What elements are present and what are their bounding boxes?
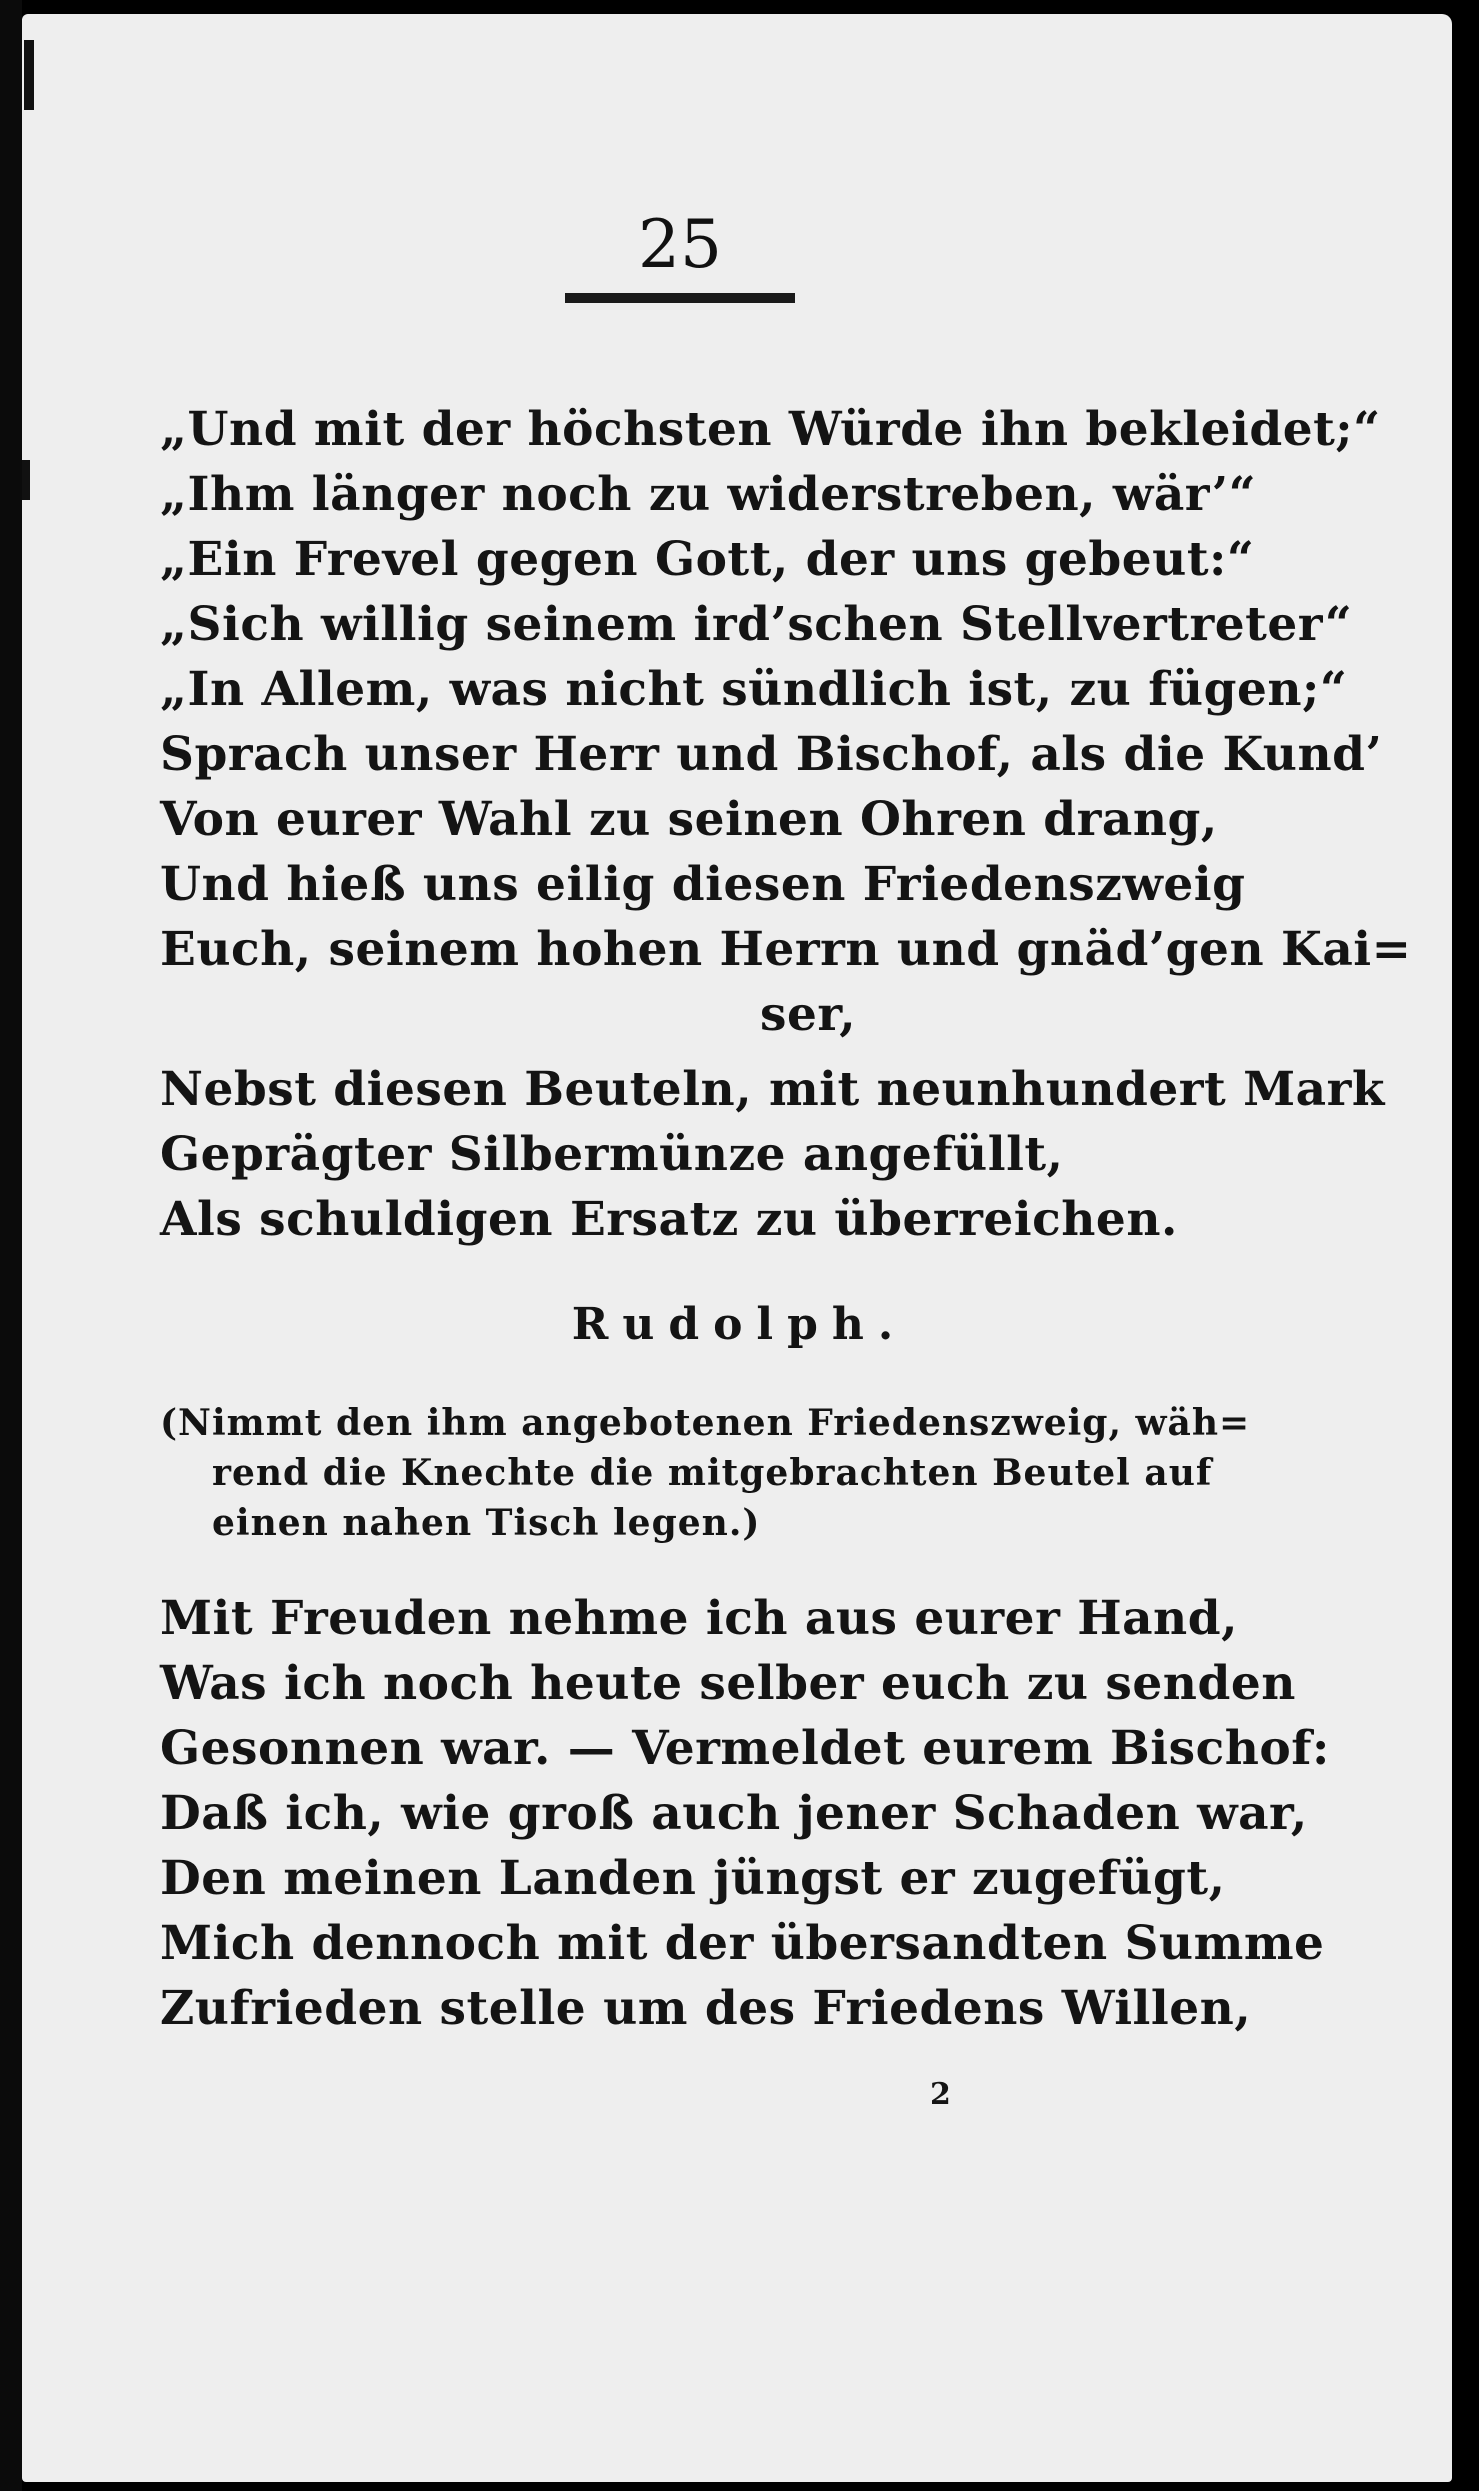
verse-line: „Und mit der höchsten Würde ihn bekleidet;“ <box>160 402 1381 457</box>
verse-line: „Sich willig seinem ird’schen Stellvertreter“ <box>160 597 1353 652</box>
page-number: 25 <box>638 206 722 283</box>
verse-line: „Ein Frevel gegen Gott, der uns gebeut:“ <box>160 532 1255 587</box>
verse-line: Mich dennoch mit der übersandten Summe <box>160 1916 1325 1971</box>
verse-line: Und hieß uns eilig diesen Friedenszweig <box>160 857 1246 912</box>
signature-mark: 2 <box>930 2077 951 2112</box>
header-rule <box>565 293 795 303</box>
verse-line: Von eurer Wahl zu seinen Ohren drang, <box>160 792 1218 847</box>
edge-mark <box>22 460 30 500</box>
stage-direction-line: einen nahen Tisch legen.) <box>212 1502 761 1544</box>
verse-line: Als schuldigen Ersatz zu überreichen. <box>160 1192 1178 1247</box>
verse-line: Geprägter Silbermünze angefüllt, <box>160 1127 1064 1182</box>
verse-line: Sprach unser Herr und Bischof, als die Kund’ <box>160 727 1383 782</box>
verse-line: Euch, seinem hohen Herrn und gnäd’gen Kai= <box>160 922 1412 977</box>
verse-line: Daß ich, wie groß auch jener Schaden war, <box>160 1786 1308 1841</box>
verse-line: „In Allem, was nicht sündlich ist, zu fügen;“ <box>160 662 1348 717</box>
verse-line: Nebst diesen Beuteln, mit neunhundert Mark <box>160 1062 1385 1117</box>
binding-edge <box>0 0 22 2491</box>
verse-line: Mit Freuden nehme ich aus eurer Hand, <box>160 1591 1238 1646</box>
stage-direction-line: rend die Knechte die mitgebrachten Beutel auf <box>212 1452 1213 1494</box>
verse-line: Den meinen Landen jüngst er zugefügt, <box>160 1851 1226 1906</box>
verse-line: Zufrieden stelle um des Friedens Willen, <box>160 1981 1252 2036</box>
edge-mark <box>24 40 34 110</box>
verse-line: „Ihm länger noch zu widerstreben, wär’“ <box>160 467 1257 522</box>
verse-line: Gesonnen war. — Vermeldet eurem Bischof: <box>160 1721 1330 1776</box>
speaker-name: Rudolph. <box>571 1299 908 1350</box>
verse-line-continuation: ser, <box>760 987 857 1042</box>
verse-line: Was ich noch heute selber euch zu senden <box>160 1656 1296 1711</box>
stage-direction-line: (Nimmt den ihm angebotenen Friedenszweig, wäh= <box>160 1402 1251 1444</box>
